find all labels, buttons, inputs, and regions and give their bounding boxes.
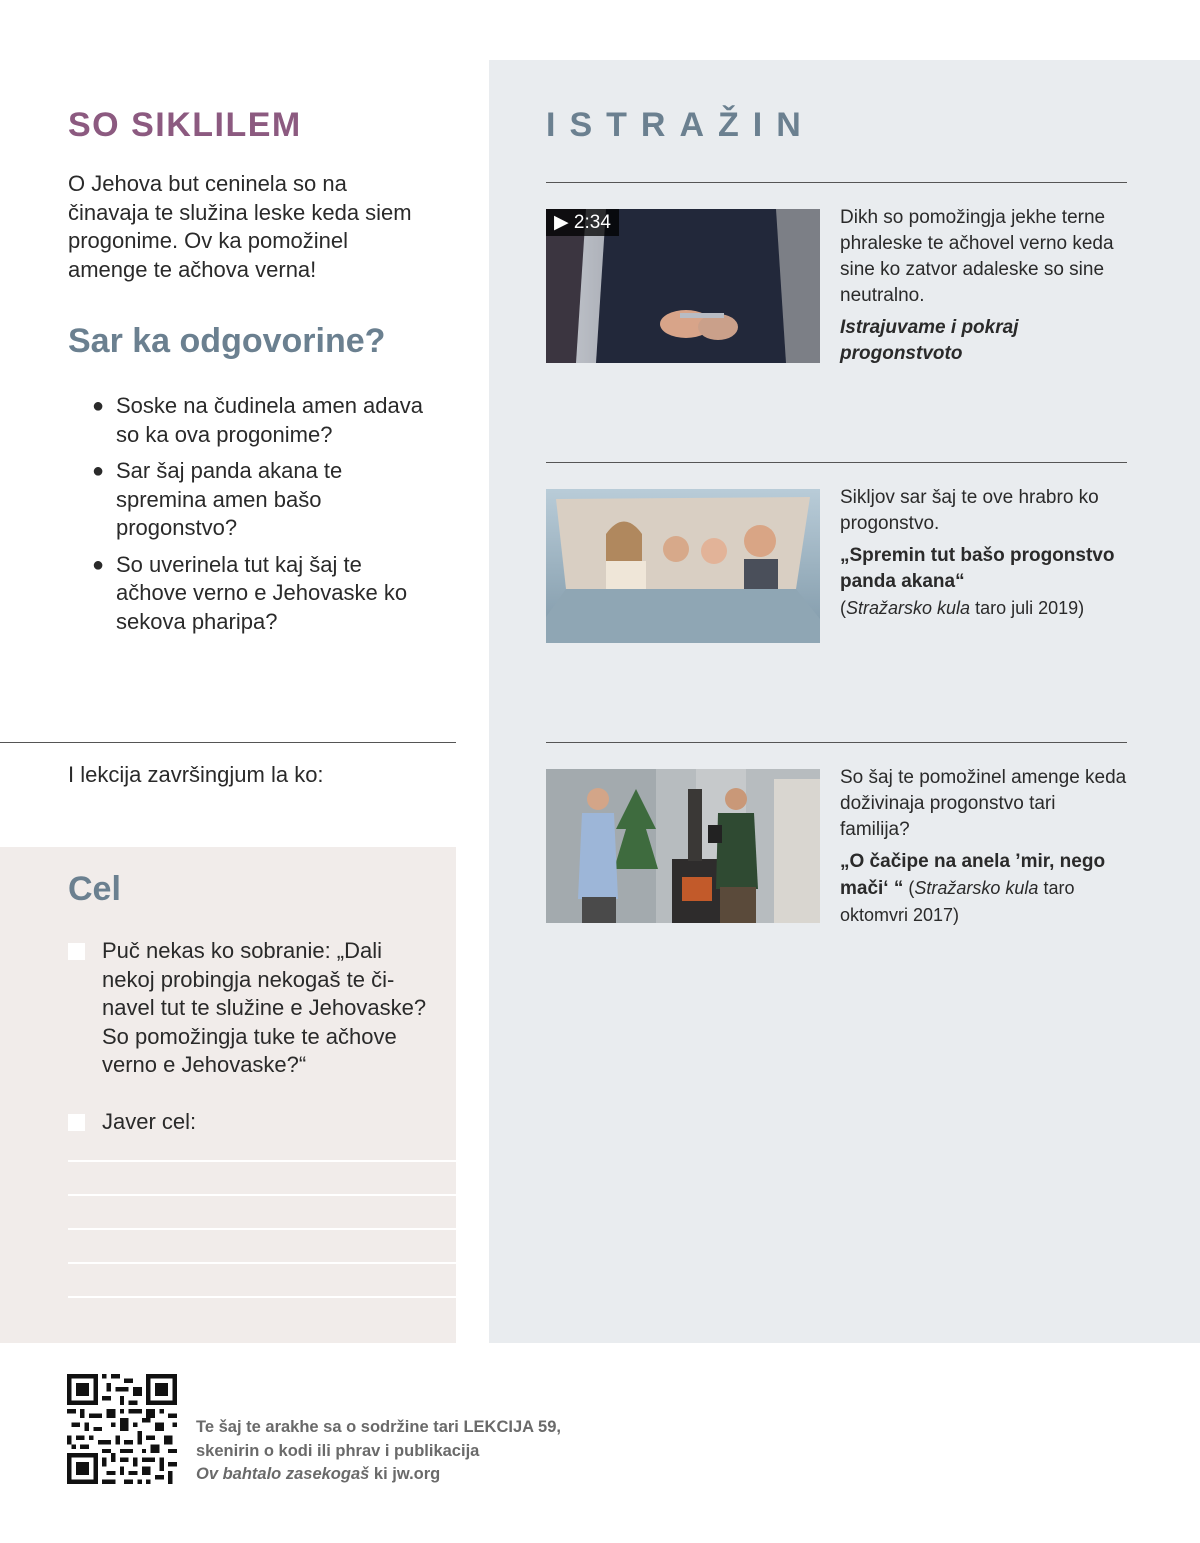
explore-entry-article-2	[840, 765, 1130, 929]
write-line[interactable]	[68, 1228, 456, 1230]
list-item: ● So uverinela tut kaj šaj te ačhove verno e Jehovaske ko sekova pharipa?	[92, 551, 408, 634]
explore-heading: ISTRAŽIN	[546, 106, 815, 144]
explore-entry-article-1	[840, 485, 1130, 622]
goal-box	[0, 847, 456, 1343]
list-item: ● Sar šaj panda akana te spremina amen bašo progonstvo?	[92, 458, 343, 540]
entry-description: Sikljov sar šaj te ove hrabro ko progonstvo.	[840, 487, 1099, 534]
divider	[546, 182, 1127, 183]
list-item: ● Soske na čudinela amen adava so ka ova progonime?	[92, 393, 423, 447]
bullet-icon: ●	[92, 460, 105, 482]
bullet-icon: ●	[92, 553, 105, 576]
write-line[interactable]	[68, 1160, 456, 1162]
write-line[interactable]	[68, 1296, 456, 1298]
family-argument-image	[546, 769, 820, 923]
lesson-end-label: I lekcija završingjum la ko:	[68, 762, 324, 787]
footer-text: Te šaj te arakhe sa o sodržine tari LEKCIJA 59, skenirin o kodi ili phrav i publikacija Ov bahtalo zasekogaš ki jw.org	[196, 1418, 561, 1483]
goal-item-text: Puč nekas ko sobranie: „Dali nekoj probingja nekogaš te činavel tut te služine e Jehovaske? So pomožingja tuke te ačhove verno e Jehovaske?“	[102, 938, 427, 1077]
entry-title-link: „O čačipe na anela ’mir, nego mači‘ “ (Stražarsko kula taro oktomvri 2017)	[840, 851, 1106, 925]
divider	[546, 742, 1127, 743]
divider	[546, 462, 1127, 463]
goal-item-ask	[68, 937, 428, 1080]
questions-heading: Sar ka odgovorine?	[68, 322, 386, 360]
video-duration-badge: ▶ 2:34	[546, 209, 619, 236]
divider	[0, 742, 456, 743]
questions-list	[92, 392, 432, 644]
goal-item-other	[68, 1108, 428, 1137]
entry-title-link[interactable]: Istrajuvame i pokraj progonstvoto	[840, 317, 1019, 364]
summary-heading: SO SIKLILEM	[68, 106, 302, 144]
qr-code-icon[interactable]	[67, 1374, 177, 1484]
goal-heading: Cel	[68, 870, 121, 908]
article-thumbnail[interactable]	[546, 769, 820, 923]
write-line[interactable]	[68, 1194, 456, 1196]
video-thumbnail[interactable]	[546, 209, 820, 363]
entry-description: So šaj te pomožinel amenge keda doživinaja progonstvo tari familija?	[840, 767, 1127, 840]
checkbox[interactable]	[68, 1114, 85, 1131]
explore-entry-video	[840, 205, 1130, 367]
jw-org-link[interactable]: ki jw.org	[369, 1465, 441, 1483]
play-icon: ▶	[554, 212, 569, 233]
write-line[interactable]	[68, 1262, 456, 1264]
entry-source: (Stražarsko kula taro juli 2019)	[840, 598, 1085, 618]
entry-description: Dikh so pomožingja jekhe terne phraleske te ačhovel verno keda sine ko zatvor adaleske so sine neutralno.	[840, 207, 1114, 306]
goal-item-text: Javer cel:	[102, 1109, 197, 1134]
bullet-icon: ●	[92, 395, 105, 417]
checkbox[interactable]	[68, 943, 85, 960]
family-in-car-image	[546, 489, 820, 643]
entry-source: (Stražarsko kula taro oktomvri 2017)	[840, 878, 1075, 925]
article-thumbnail[interactable]	[546, 489, 820, 643]
summary-text: O Jehova but ceninela so na činavaja te služina leske keda siem progonime. Ov ka pomožinel amenge te ačhova verna!	[68, 171, 412, 282]
entry-title-link[interactable]: „Spremin tut bašo progonstvo panda akana“	[840, 545, 1115, 592]
